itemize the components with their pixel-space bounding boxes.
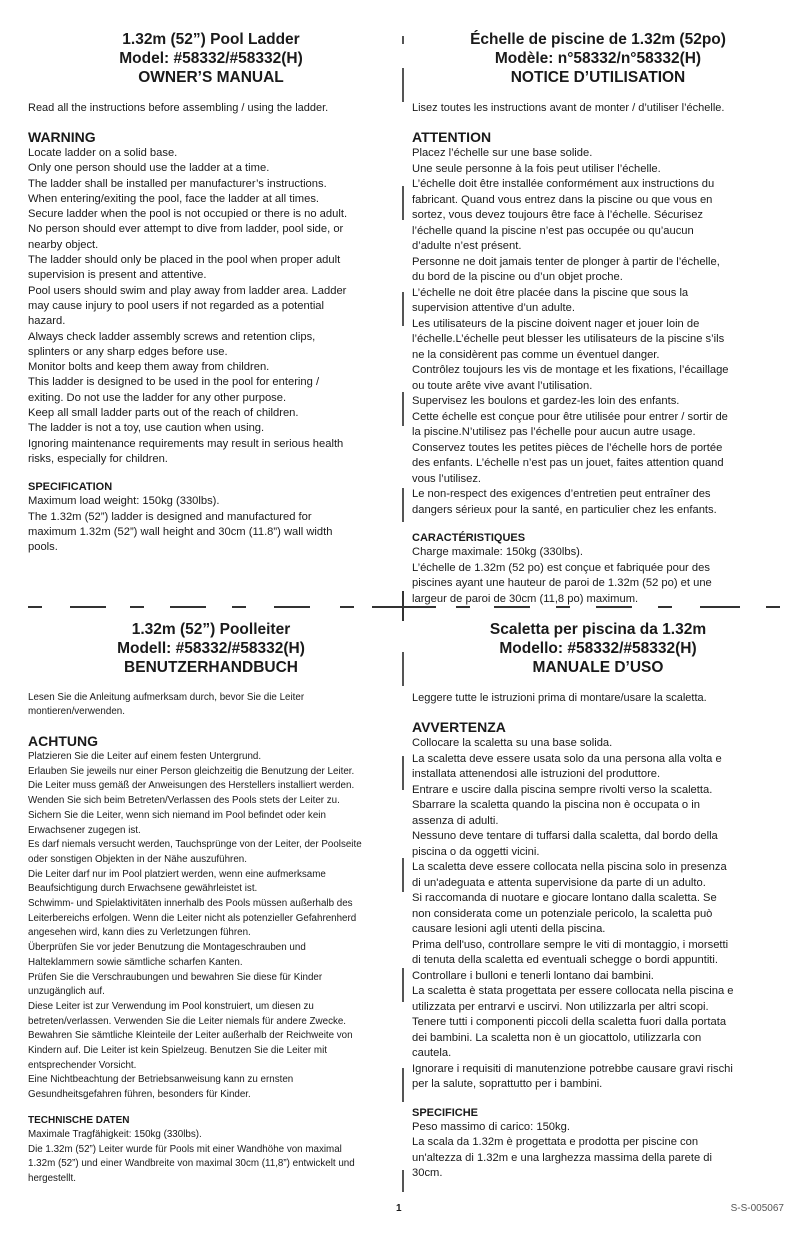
text-line: risks, especially for children. [28,452,168,465]
fold-tick [402,36,404,44]
fold-tick [402,652,404,686]
cut-guide-dash [70,606,106,608]
text-line: Erwachsener zugegen ist. [28,824,141,836]
fold-tick [402,968,404,1002]
text-line: largeur de paroi de 30cm (11,8 po) maximum. [412,592,639,605]
warning-list [412,736,784,1093]
manual-title-german [28,620,394,677]
text-line: cautela. [412,1047,452,1059]
text-line: Die Leiter muss gemäß der Anweisungen des Herstellers installiert werden. [28,780,355,792]
text-line: piscina o da oggetti vicini. [412,845,540,858]
text-line: Si raccomanda di nuotare e giocare lontano dalla scaletta. Se [412,892,717,904]
manual-title-italian [412,620,784,677]
section-french [412,30,784,607]
text-line: pools. [28,541,58,554]
warning-heading: AVVERTENZA [412,719,506,735]
text-line: Kindern auf. Die Leiter ist kein Spielzeug. Benutzen Sie die Leiter mit [28,1045,327,1057]
text-line: Cette échelle est conçue pour être utilisée pour entrer / sortir de [412,410,728,423]
title-line: 1.32m (52”) Pool Ladder [122,31,300,48]
fold-cross-mark [402,591,404,621]
fold-tick [402,186,404,220]
text-line: Locate ladder on a solid base. [28,147,178,159]
spec-heading: TECHNISCHE DATEN [28,1114,130,1126]
text-line: Controllare i bulloni e tenerli lontano dai bambini. [412,969,654,982]
cut-guide-dash [494,606,530,608]
text-line: Entrare e uscire dalla piscina sempre rivolti verso la scaletta. [412,783,713,796]
fold-tick [402,488,404,522]
text-line: entsprechender Vorsicht. [28,1059,137,1071]
text-line: Halteklammern sowie sämtliche scharfen Kanten. [28,956,243,968]
text-line: di tenuta della scaletta ed eventuali schegge o bordi appuntiti. [412,954,719,966]
spec-heading: CARACTÉRISTIQUES [412,532,526,544]
text-line: Beaufsichtigung durch Erwachsene gewährleistet ist. [28,883,258,895]
text-line: Ignoring maintenance requirements may result in serious health [28,437,344,450]
cut-guide-dash [28,606,42,608]
text-line: unzugänglich auf. [28,986,105,998]
cut-guide-dash [700,606,740,608]
cut-guide-dash [556,606,570,608]
text-line: fabricant. Quand vous entrez dans la piscine ou que vous en [412,193,713,206]
cut-guide-dash [658,606,672,608]
text-line: may cause injury to pool users if not regarded as a potential [28,299,325,312]
text-line: Sbarrare la scaletta quando la piscina non è occupata o in [412,799,700,811]
text-line: non considerata come un potenziale pericolo, la scaletta può [412,907,713,920]
title-line: NOTICE D’UTILISATION [510,69,686,86]
text-line: Gesundheitsgefahren führen, besonders für Kinder. [28,1089,251,1101]
text-line: La scaletta deve essere usata solo da una persona alla volta e [412,752,722,765]
text-line: maximum 1.32m (52”) wall height and 30cm (11.8”) wall width [28,525,333,538]
text-line: Ignorare i requisiti di manutenzione potrebbe causare gravi rischi [412,1062,733,1075]
text-line: The ladder should only be placed in the pool when proper adult [28,254,341,267]
manual-title-french [412,30,784,87]
text-line: Eine Nichtbeachtung der Betriebsanweisung kann zu ernsten [28,1074,294,1086]
text-line: 30cm. [412,1167,443,1179]
text-line: di un'adeguata e attenta supervisione da parte di un adulto. [412,876,706,889]
title-line: Modello: #58332/#58332(H) [499,640,697,657]
intro-text: Leggere tutte le istruzioni prima di montare/usare la scaletta. [412,692,707,704]
text-line: Always check ladder assembly screws and retention clips, [28,330,316,343]
title-line: Modèle: n°58332/n°58332(H) [494,50,702,67]
text-line: Peso massimo di carico: 150kg. [412,1120,570,1133]
cut-guide-dash [766,606,780,608]
spec-heading: SPECIFICHE [412,1106,479,1119]
text-line: Pool users should swim and play away from ladder area. Ladder [28,284,347,297]
warning-heading: ACHTUNG [28,733,98,749]
text-line: utilizzata per entrarvi e uscirvi. Non utilizzarla per altri scopi. [412,1000,709,1013]
section-italian [412,620,784,1182]
cut-guide-dash [596,606,632,608]
text-line: Only one person should use the ladder at a time. [28,162,270,175]
text-line: Wenden Sie sich beim Betreten/Verlassen des Pools stets der Leiter zu. [28,795,340,807]
cut-guide-dash [130,606,144,608]
text-line: Sichern Sie die Leiter, wenn sich niemand im Pool befindet oder kein [28,809,326,821]
intro-text: Read all the instructions before assembling / using the ladder. [28,102,329,114]
text-line: When entering/exiting the pool, face the ladder at all times. [28,192,320,205]
section-german [28,620,394,1187]
text-line: Une seule personne à la fois peut utiliser l’échelle. [412,162,661,175]
intro-text: Lisez toutes les instructions avant de monter / d’utiliser l’échelle. [412,102,725,114]
title-line: Échelle de piscine de 1.32m (52po) [470,31,726,48]
text-line: splinters or any sharp edges before use. [28,345,228,358]
text-line: La scala da 1.32m è progettata e prodotta per piscine con [412,1136,699,1148]
text-line: angesehen wird, kann dies zu Verletzungen führen. [28,927,251,939]
spec-heading: SPECIFICATION [28,481,113,494]
text-line: Leiterbereichs erfolgen. Wenn die Leiter nicht als potenzieller Gefahrenherd [28,912,357,924]
section-english [28,30,394,555]
text-line: Collocare la scaletta su una base solida. [412,737,613,749]
cut-guide-dash [170,606,206,608]
text-line: Maximum load weight: 150kg (330lbs). [28,495,220,508]
text-line: L’échelle ne doit être placée dans la piscine que sous la [412,286,689,299]
text-line: ou toute arête vive avant l’utilisation. [412,379,593,392]
text-line: The ladder is not a toy, use caution when using. [28,422,265,435]
text-line: Überprüfen Sie vor jeder Benutzung die Montageschrauben und [28,942,306,954]
text-line: hergestellt. [28,1172,76,1184]
text-line: supervision is present and attentive. [28,269,207,282]
text-line: Le non-respect des exigences d’entretien peut entraîner des [412,488,711,500]
text-line: L’échelle de 1.32m (52 po) est conçue et fabriquée pour des [412,561,710,574]
title-line: 1.32m (52”) Poolleiter [131,621,291,638]
warning-list [28,750,394,1103]
cut-guide-dash [232,606,246,608]
text-line: This ladder is designed to be used in the pool for entering / [28,376,320,389]
text-line: piscines ayant une hauteur de paroi de 1.32m (52 po) et une [412,577,712,589]
cut-guide-dash [340,606,354,608]
title-line: MANUALE D’USO [532,659,664,676]
text-line: The 1.32m (52”) ladder is designed and manufactured for [28,510,312,523]
manual-title-english [28,30,394,87]
warning-list [412,146,784,518]
text-line: vous l’utilisez. [412,472,482,485]
text-line: Es darf niemals versucht werden, Tauchsprünge von der Leiter, der Poolseite [28,839,362,851]
fold-tick [402,756,404,790]
title-line: Scaletta per piscina da 1.32m [489,621,707,638]
text-line: Personne ne doit jamais tenter de plonger à partir de l’échelle, [412,255,720,268]
text-line: La scaletta deve essere collocata nella piscina solo in presenza [412,861,727,873]
warning-list [28,146,394,467]
text-line: Erlauben Sie jeweils nur einer Person gleichzeitig die Benutzung der Leiter. [28,765,355,777]
text-line: dei bambini. La scaletta non è un giocattolo, utilizzarla con [412,1031,702,1044]
spec-list [28,1128,394,1187]
fold-tick [402,68,404,102]
text-line: la piscine.N’utilisez pas l’échelle pour aucun autre usage. [412,426,696,438]
text-line: L’échelle doit être installée conformément aux instructions du [412,178,715,190]
text-line: The ladder shall be installed per manufacturer’s instructions. [28,177,327,190]
text-line: Platzieren Sie die Leiter auf einem festen Untergrund. [28,751,262,762]
fold-tick [402,1170,404,1192]
text-line: Die Leiter darf nur im Pool platziert werden, wenn eine aufmerksame [28,868,326,880]
text-line: Nessuno deve tentare di tuffarsi dalla scaletta, dal bordo della [412,830,718,842]
text-line: Prüfen Sie die Verschraubungen und bewahren Sie diese für Kinder [28,971,323,983]
text-line: Contrôlez toujours les vis de montage et les fixations, l’écaillage [412,364,729,376]
text-line: l’échelle.L’échelle peut blesser les utilisateurs de la piscine s’ils [412,333,725,345]
text-line: hazard. [28,315,66,328]
cut-guide-dash [274,606,310,608]
text-line: un'altezza di 1.32m e una larghezza massima della parete di [412,1151,713,1164]
title-line: Model: #58332/#58332(H) [119,50,303,67]
intro-text: Lesen Sie die Anleitung aufmerksam durch, bevor Sie die Leiter montieren/verwenden. [28,692,305,717]
text-line: Conservez toutes les petites pièces de l’échelle hors de portée [412,441,723,454]
title-line: BENUTZERHANDBUCH [124,659,298,676]
text-line: Keep all small ladder parts out of the reach of children. [28,407,299,420]
fold-tick [402,292,404,326]
text-line: installata attenendosi alle istruzioni del produttore. [412,768,661,780]
text-line: Schwimm- und Spielaktivitäten innerhalb des Pools müssen außerhalb des [28,898,353,910]
text-line: supervision attentive d’un adulte. [412,302,575,314]
spec-list [412,1120,784,1182]
text-line: 1.32m (52”) und einer Wandbreite von maximal 30cm (11,8”) entwickelt und [28,1158,355,1170]
text-line: d’adulte n’est présent. [412,240,522,252]
text-line: Diese Leiter ist zur Verwendung im Pool konstruiert, um diesen zu [28,1000,314,1012]
text-line: Tenere tutti i componenti piccoli della scaletta fuori dalla portata [412,1016,727,1028]
text-line: du bord de la piscine ou d’un objet proche. [412,271,623,283]
fold-tick [402,1068,404,1102]
text-line: Monitor bolts and keep them away from children. [28,361,270,374]
text-line: No person should ever attempt to dive from ladder, pool side, or [28,223,344,236]
warning-heading: WARNING [28,129,96,145]
cut-guide-dash [372,606,436,608]
text-line: Charge maximale: 150kg (330lbs). [412,546,584,558]
text-line: oder sonstigen Objekten in der Nähe auszuführen. [28,853,247,865]
text-line: l’échelle quand la piscine n’est pas occupée ou qu’aucun [412,224,694,237]
text-line: Les utilisateurs de la piscine doivent nager et jouer loin de [412,317,700,330]
document-code: S-S-005067 [730,1203,784,1214]
fold-tick [402,392,404,426]
warning-heading: ATTENTION [412,129,492,145]
spec-list [28,494,394,555]
text-line: Secure ladder when the pool is not occupied or there is no adult. [28,208,348,221]
fold-tick [402,858,404,892]
text-line: Supervisez les boulons et gardez-les loin des enfants. [412,395,680,407]
text-line: Die 1.32m (52”) Leiter wurde für Pools mit einer Wandhöhe von maximal [28,1143,342,1155]
text-line: assenza di adulti. [412,814,499,827]
text-line: Bewahren Sie sämtliche Kleinteile der Leiter außerhalb der Reichweite von [28,1030,353,1042]
spec-list [412,545,784,607]
text-line: Maximale Tragfähigkeit: 150kg (330lbs). [28,1128,202,1140]
text-line: Prima dell'uso, controllare sempre le viti di montaggio, i morsetti [412,938,729,951]
text-line: nearby object. [28,238,99,251]
text-line: causare lesioni agli utenti della piscina. [412,923,606,935]
text-line: ne la considèrent pas comme un éventuel danger. [412,348,660,361]
text-line: per la salute, soprattutto per i bambini. [412,1078,603,1090]
page-number: 1 [396,1203,402,1214]
cut-guide-dash [456,606,470,608]
text-line: dangers sérieux pour la santé, en particulier chez les enfants. [412,503,717,516]
title-line: Modell: #58332/#58332(H) [117,640,305,657]
text-line: Placez l’échelle sur une base solide. [412,147,593,159]
text-line: exiting. Do not use the ladder for any other purpose. [28,391,287,404]
title-line: OWNER’S MANUAL [138,69,284,86]
text-line: La scaletta è stata progettata per essere collocata nella piscina e [412,985,734,997]
text-line: betreten/verlassen. Verwenden Sie die Leiter niemals für andere Zwecke. [28,1015,347,1027]
text-line: des enfants. L’échelle n’est pas un jouet, faites attention quand [412,457,724,469]
text-line: sortez, vous devez toujours être face à l’échelle. Sécurisez [412,209,704,221]
